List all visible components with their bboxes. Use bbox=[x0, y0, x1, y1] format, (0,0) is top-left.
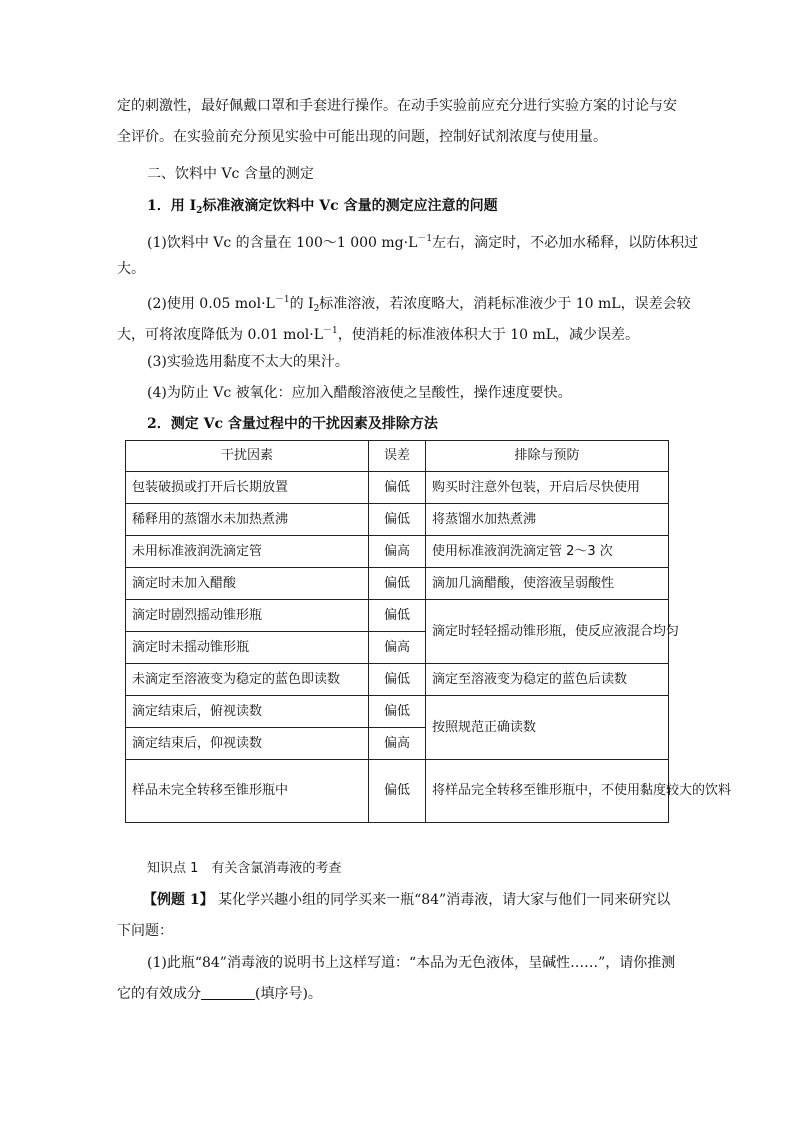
table-row bbox=[126, 600, 669, 632]
column-header: 干扰因素 bbox=[126, 441, 369, 472]
error-cell: 偏高 bbox=[369, 536, 426, 568]
table-header-row bbox=[126, 441, 669, 472]
factor-cell: 滴定时剧烈摇动锥形瓶 bbox=[126, 600, 369, 632]
remedy-cell: 滴定至溶液变为稳定的蓝色后读数 bbox=[426, 664, 669, 696]
error-cell: 偏低 bbox=[369, 760, 426, 823]
example-1-cont: 下问题： bbox=[117, 923, 173, 939]
example-tag: 【例题 1】 bbox=[143, 892, 214, 908]
interference-table bbox=[125, 440, 732, 823]
remedy-cell: 购买时注意外包装，开启后尽快使用 bbox=[426, 472, 669, 504]
knowledge-point-heading: 知识点 1 有关含氯消毒液的考查 bbox=[147, 861, 342, 876]
table-row bbox=[126, 664, 669, 696]
remedy-cell: 将样品完全转移至锥形瓶中，不使用黏度较大的饮料 bbox=[426, 760, 669, 823]
factor-cell: 未滴定至溶液变为稳定的蓝色即读数 bbox=[126, 664, 369, 696]
table-row bbox=[126, 536, 669, 568]
remedy-cell: 使用标准液润洗滴定管 2～3 次 bbox=[426, 536, 669, 568]
factor-cell: 未用标准液润洗滴定管 bbox=[126, 536, 369, 568]
error-cell: 偏低 bbox=[369, 600, 426, 632]
section-heading: 二、饮料中 Vc 含量的测定 bbox=[147, 166, 314, 182]
item-1-cont: 大。 bbox=[117, 261, 145, 277]
table-row bbox=[126, 568, 669, 600]
error-cell: 偏高 bbox=[369, 632, 426, 664]
question-1-cont: 它的有效成分 (填序号)。 bbox=[117, 986, 322, 1002]
paragraph-line: 定的刺激性，最好佩戴口罩和手套进行操作。在动手实验前应充分进行实验方案的讨论与安 bbox=[117, 98, 677, 114]
remedy-cell: 滴定时轻轻摇动锥形瓶，使反应液混合均匀 bbox=[426, 600, 669, 664]
table-row bbox=[126, 760, 669, 823]
error-cell: 偏低 bbox=[369, 696, 426, 728]
error-cell: 偏低 bbox=[369, 504, 426, 536]
column-header: 误差 bbox=[369, 441, 426, 472]
question-1: (1)此瓶“84”消毒液的说明书上这样写道：“本品为无色液体，呈碱性……”，请你推测 bbox=[147, 955, 676, 971]
remedy-cell: 将蒸馏水加热煮沸 bbox=[426, 504, 669, 536]
error-cell: 偏高 bbox=[369, 728, 426, 760]
subsection-heading-1: 1．用 $I_2$标准液滴定饮料中 Vc 含量的测定应注意的问题 bbox=[147, 198, 498, 216]
remedy-cell: 按照规范正确读数 bbox=[426, 696, 669, 760]
column-header: 排除与预防 bbox=[426, 441, 669, 472]
answer-blank[interactable] bbox=[201, 985, 255, 1000]
example-1: 【例题 1】 某化学兴趣小组的同学买来一瓶“84”消毒液，请大家与他们一同来研究以 bbox=[143, 892, 671, 908]
item-2: (2)使用 0.05 $mol\cdot L^{-1}$的 $I_2$标准溶液，若浓度略大，消耗标准液少于 10 mL，误差会较 bbox=[147, 295, 691, 314]
error-cell: 偏低 bbox=[369, 664, 426, 696]
subsection-heading-2: 2．测定 Vc 含量过程中的干扰因素及排除方法 bbox=[147, 416, 438, 432]
item-3: (3)实验选用黏度不太大的果汁。 bbox=[147, 354, 349, 370]
factor-cell: 滴定时未摇动锥形瓶 bbox=[126, 632, 369, 664]
table-row bbox=[126, 696, 669, 728]
remedy-cell: 滴加几滴醋酸，使溶液呈弱酸性 bbox=[426, 568, 669, 600]
item-1: (1)饮料中 Vc 的含量在 100～1 000 $mg\cdot L^{-1}$左右，滴定时，不必加水稀释，以防体积过 bbox=[147, 234, 699, 251]
item-2-cont: 大，可将浓度降低为 0.01 $mol\cdot L^{-1}$，使消耗的标准液体积大于 10 mL，减少误差。 bbox=[117, 326, 640, 343]
factor-cell: 样品未完全转移至锥形瓶中 bbox=[126, 760, 369, 823]
item-4: (4)为防止 Vc 被氧化：应加入醋酸溶液使之呈酸性，操作速度要快。 bbox=[147, 385, 572, 401]
factor-cell: 稀释用的蒸馏水未加热煮沸 bbox=[126, 504, 369, 536]
paragraph-line: 全评价。在实验前充分预见实验中可能出现的问题，控制好试剂浓度与使用量。 bbox=[117, 129, 607, 145]
error-cell: 偏低 bbox=[369, 472, 426, 504]
factor-cell: 滴定结束后，俯视读数 bbox=[126, 696, 369, 728]
table-row bbox=[126, 504, 669, 536]
table-row bbox=[126, 472, 669, 504]
error-cell: 偏低 bbox=[369, 568, 426, 600]
factor-cell: 滴定结束后，仰视读数 bbox=[126, 728, 369, 760]
factor-cell: 滴定时未加入醋酸 bbox=[126, 568, 369, 600]
factor-cell: 包装破损或打开后长期放置 bbox=[126, 472, 369, 504]
